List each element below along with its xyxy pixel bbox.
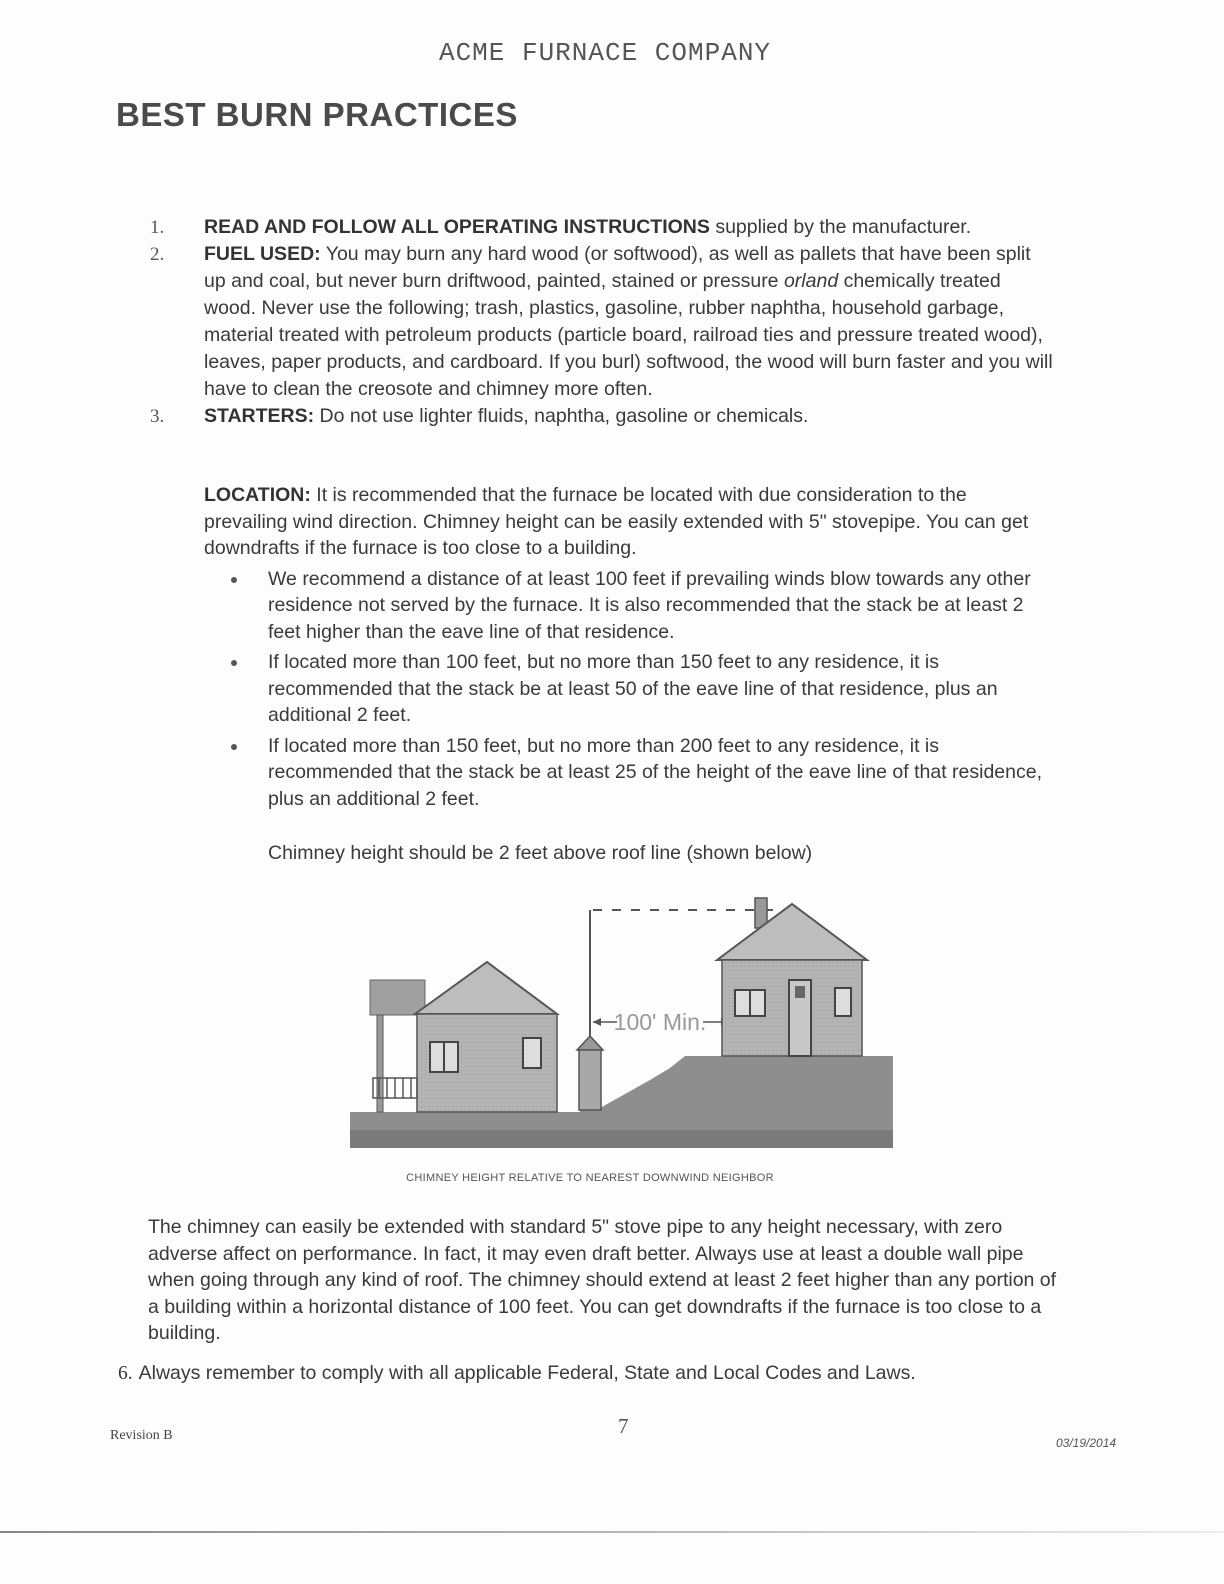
location-text: It is recommended that the furnace be located with due consideration to the prevailing wind direction. Chimney height can be easily extended with 5" stovepipe. You can get downdrafts if the furnace is too close to a building. [204, 484, 1029, 559]
item-number: 2. [150, 244, 165, 265]
company-name: ACME FURNACE COMPANY [438, 38, 772, 68]
distance-arrow [593, 1009, 729, 1035]
item-text-italic: orland [783, 270, 839, 292]
chimney-paragraph: The chimney can easily be extended with standard 5" stove pipe to any height necessary, with zero adverse affect on performance. In fact, it may even draft better. Always use at least a double wall pipe when going through any kind of roof. The chimney should extend at least 2 feet higher than any portion of a building within a horizontal distance of 100 feet. You can get downdrafts if the furnace is too close to a building. [148, 1216, 1057, 1344]
bottom-rule [0, 1531, 1224, 1533]
list-item [150, 214, 1055, 241]
item-text: Do not use lighter fluids, naphtha, gasoline or chemicals. [314, 405, 809, 427]
item-number: 1. [150, 217, 165, 238]
distance-label: 100' Min. [613, 1009, 707, 1035]
revision-label: Revision B [110, 1428, 173, 1443]
list-item-6 [118, 1362, 916, 1385]
furnace-stack [577, 910, 603, 1110]
location-bullets [204, 566, 1054, 813]
item-text: Always remember to comply with all applicable Federal, State and Local Codes and Laws. [138, 1362, 916, 1384]
footer-date: 03/19/2014 [1056, 1436, 1117, 1450]
item-text: You may burn any hard wood (or softwood), as well as pallets that have been split up and coal, but never burn driftwood, painted, stained or pressure [204, 243, 1031, 292]
item-heading: STARTERS: [204, 405, 315, 427]
left-house [370, 962, 557, 1112]
bullet-item: We recommend a distance of at least 100 feet if prevailing winds blow towards any other residence not served by the furnace. It is also recommended that the stack be at least 2 feet higher than the eave line of that residence. [268, 566, 1054, 646]
item-heading: READ AND FOLLOW ALL OPERATING INSTRUCTIONS [204, 216, 710, 238]
right-house-roof [717, 904, 867, 960]
practice-list [150, 214, 1055, 430]
page-number: 7 [618, 1414, 629, 1438]
list-item [150, 241, 1055, 403]
chimney-diagram [345, 890, 900, 1160]
item-heading: FUEL USED: [204, 243, 321, 265]
chimney-note: Chimney height should be 2 feet above roof line (shown below) [268, 842, 813, 864]
location-section [204, 482, 1054, 816]
left-house-roof [415, 962, 557, 1014]
right-window-2 [835, 988, 851, 1016]
bullet-item: If located more than 150 feet, but no more than 200 feet to any residence, it is recommended that the stack be at least 25 of the height of the eave line of that residence, plus an additional 2 feet. [268, 733, 1054, 813]
item-text: supplied by the manufacturer. [709, 216, 972, 238]
list-item [150, 403, 1055, 430]
location-heading: LOCATION: [204, 484, 311, 506]
item-number: 6. [118, 1363, 133, 1384]
page-title: BEST BURN PRACTICES [116, 96, 518, 133]
item-number: 3. [150, 406, 165, 427]
left-window-2 [523, 1038, 541, 1068]
right-house [717, 898, 867, 1056]
item-text-continued: chemically treated wood. Never use the following; trash, plastics, gasoline, rubber naphtha, household garbage, material treated with petroleum products (particle board, railroad ties and pressure treated wood), leaves, paper products, and cardboard. If you burl) softwood, the wood will burn faster and you will have to clean the creosote and chimney more often. [204, 270, 1053, 400]
ground-base [350, 1130, 893, 1148]
figure-caption: CHIMNEY HEIGHT RELATIVE TO NEAREST DOWNWIND NEIGHBOR [406, 1172, 774, 1184]
porch-roof [370, 980, 425, 1015]
bullet-item: If located more than 100 feet, but no more than 150 feet to any residence, it is recommended that the stack be at least 50 of the eave line of that residence, plus an additional 2 feet. [268, 649, 1054, 729]
